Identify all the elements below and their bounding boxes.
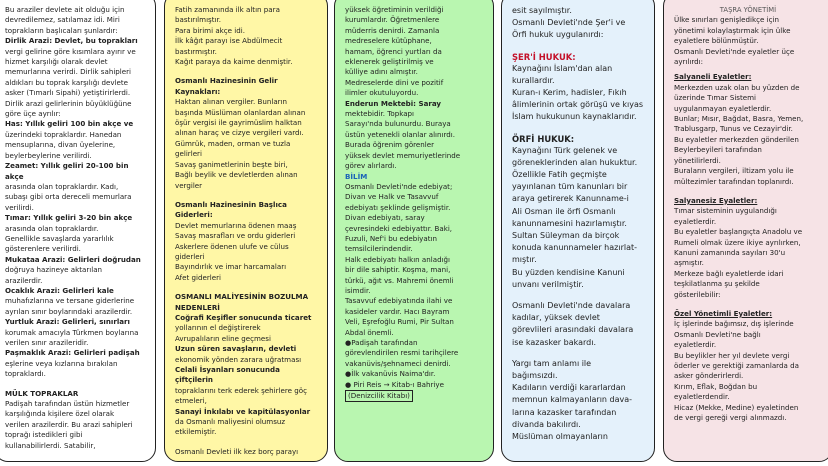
text-line: İslam hukukunun kaynaklarıdır. (512, 112, 637, 122)
text-line: Enderun Mektebi: Saray (345, 98, 442, 108)
text-line: Savaş ganimetlerinin beşte biri, (175, 159, 288, 169)
panel-egitim-bilim (334, 0, 494, 462)
text-line: Bu araziler devlete ait olduğu için (5, 5, 125, 14)
text-line: giderleri (175, 251, 205, 261)
text-line: verilen sınır arazileridir. (5, 338, 89, 347)
text-line: ise kazasker bakardı. (512, 337, 596, 347)
text-line: memnun kalmayanların dava- (512, 395, 633, 405)
text-line: topraklarını terk ederek şehirlere göç (175, 385, 307, 395)
text-line: Bayındırlık ve imar harcamaları (175, 262, 287, 272)
text-line: vergiler (175, 180, 203, 190)
text-line: Coğrafi Keşifler sonucunda ticaret (175, 312, 312, 322)
text-line: Trablusgarp, Tunus ve Cezayir'dir. (674, 124, 793, 134)
text-line: kanunnamesini hazırlamıştır. (512, 218, 627, 228)
text-line: isimdir. (345, 285, 371, 295)
text-line: müderris denirdi. Zamanla (345, 25, 440, 35)
text-line: mültezimler tarafından toplanırdı. (674, 176, 794, 186)
text-line: Devlet memurlarına ödenen maaş (175, 220, 297, 230)
text-line: edebiyatı şeklinde gelişmiştir. (345, 202, 451, 212)
text-line: Burada öğrenim görenler (345, 140, 435, 150)
heading-seri-hukuk: ŞER'İ HUKUK: (512, 51, 576, 62)
text-line: Bu eyaletler başlangıçta Anadolu ve (674, 227, 803, 237)
heading-orfi-hukuk: ÖRFİ HUKUK: (512, 133, 575, 144)
text-line: Merkeze bağlı eyaletlerde idari (674, 268, 784, 278)
text-line: alınan haraç ve cizye vergileri vardı. (175, 128, 304, 138)
text-line: yönetimi kolaylaştırmak için ülke (674, 25, 791, 35)
text-line: Kadıların verdiği kararlardan (512, 383, 626, 393)
text-line: türkü, ağıt vs. Mahremi önemli (345, 275, 454, 285)
text-line: Sarayı'nda bulunurdu. Buraya (345, 119, 451, 129)
text-line: Tımar: Yıllık geliri 3-20 bin akçe (5, 213, 133, 223)
bottom-line: Osmanlı Devleti ilk kez borç parayı (175, 446, 299, 456)
text-line: aşmıştır. (674, 258, 704, 268)
text-line: Tasavvuf edebiyatında ilahi ve (345, 296, 453, 306)
text-line: ekonomik yönden zarara uğratması (175, 354, 302, 364)
text-line: asker (Tımarlı Sipahi) yetiştirirlerdi. (5, 88, 131, 98)
text-line: Örfi hukuk uygulanırdı: (512, 30, 604, 40)
text-line: üstün yetenekli olanlar alınırdı. (345, 129, 456, 139)
text-line: Kırım, Eflak, Boğdan bu (674, 381, 758, 391)
text-line: mektebidir. Topkapı (345, 109, 415, 119)
text-line: Beylerbeyileri tarafından (674, 145, 762, 155)
text-line: Zeamet: Yıllık geliri 20-100 bin akçe (5, 161, 129, 181)
text-line: Genellikle savaşlarda yararlılık (5, 233, 114, 243)
text-line: kadılar, yüksek devlet (512, 313, 600, 323)
text-line: gösterenlere verilirdi. (5, 244, 81, 254)
text-line: toprağı istedikleri gibi (5, 430, 83, 440)
heading-salyaneli: Salyaneli Eyaletler: (674, 72, 752, 82)
text-line: ayrılırdı: (674, 57, 704, 67)
heading-bozulma: OSMANLI MALİYESİNİN BOZULMA NEDENLERİ (175, 292, 309, 312)
text-line: Bunlar; Mısır, Bağdat, Basra, Yemen, (674, 114, 804, 124)
heading-ozel: Özel Yönetimli Eyaletler: (674, 308, 773, 318)
text-line: Rumeli olmak üzere ikiye ayrılırken, (674, 237, 801, 247)
text-line: eyaletlere bölünmüştür. (674, 36, 759, 46)
text-line: mıştır. (512, 255, 537, 265)
text-line: âlimlerinin ortak görüşü ve kıyas (512, 100, 644, 110)
text-line: Abdal önemli. (345, 327, 394, 337)
text-line: hamam, öğrenci yurtları da (345, 46, 442, 56)
text-line: üzerinde Tımar Sistemi (674, 93, 757, 103)
text-line: Buraların vergileri, iltizam yolu ile (674, 166, 794, 176)
text-line: Haktan alınan vergiler. Bunların (175, 97, 288, 107)
text-line: teşkilatlanma şu şekilde (674, 279, 760, 289)
text-line: Bu yüzden kendisine Kanuni (512, 267, 625, 277)
text-line: divanda bakılırdı. (512, 419, 581, 429)
text-line: görevlendirilen resmi tarihçilere (345, 348, 459, 358)
text-line: devredilemez, satılamaz idi. Miri (5, 15, 120, 25)
text-line: Paşmaklık Arazi: Gelirleri padişah (5, 348, 140, 358)
text-line: etmeleri, (175, 396, 207, 406)
text-line: korumak amacıyla Türkmen boylarına (5, 327, 139, 337)
text-line: Kağıt paraya da kaime denmiştir. (175, 57, 293, 67)
text-line: Medreselerde dini ve pozitif (345, 77, 444, 87)
text-line: konuda kanunnameler hazırlat- (512, 243, 638, 253)
text-line: mensuplarına, divan üyelerine, (5, 140, 116, 150)
text-line: eyaletlerdir. (674, 216, 717, 226)
text-line: gösterilebilir: (674, 289, 721, 299)
text-line: Osmanlı Devleti'ne bağlı (674, 329, 761, 339)
text-line: toprakların başlıcaları şunlardır: (5, 25, 118, 35)
text-line: eklenerek geliştirilmiş ve (345, 57, 434, 67)
text-line: verilen arazilerdir. Bu arazi sahipleri (5, 419, 133, 429)
text-line: yayınlanan tüm kanunları bir (512, 182, 628, 192)
reference-box: (Denizcilik Kitabı) (345, 390, 413, 402)
text-line: ● Piri Reis → Kitab-ı Bahriye (345, 379, 444, 389)
text-line: Askerlere ödenen ulufe ve cülus (175, 241, 289, 251)
text-line: muhafızlarına ve tersane giderlerine (5, 296, 135, 306)
text-line: Bağlı beylik ve devletlerden alınan (175, 170, 298, 180)
text-line: Dirlik arazi gelirlerinin büyüklüğüne (5, 98, 132, 108)
text-line: larına kazasker tarafından (512, 407, 617, 417)
text-line: Kaynağını İslam'dan alan (512, 63, 613, 73)
text-line: öderler ve gerektiği zamanlarda da (674, 361, 799, 370)
text-line: Özellikle Fatih geçmişte (512, 170, 607, 180)
text-line: Uzun süren savaşların, devleti (175, 344, 297, 354)
text-line: Has: Yıllık geliri 100 bin akçe ve (5, 119, 134, 129)
text-line: Müslüman olmayanların (512, 432, 608, 442)
text-line: Fatih zamanında ilk altın para (175, 5, 280, 14)
text-line: beylerbeylerine verilirdi. (5, 150, 92, 160)
text-line: Dirlik Arazi: Devlet, bu toprakları (5, 36, 138, 46)
text-line: subaşı gibi orta dereceli memurlara (5, 192, 132, 202)
text-line: Celali İsyanları sonucunda çiftçilerin (175, 365, 280, 385)
text-line: arasında olan topraklardır. Kadı, (5, 181, 119, 191)
text-line: Sanayi İnkılabı ve kapitülasyonlar (175, 406, 311, 416)
text-line: görev alırlardı. (345, 161, 397, 171)
text-line: ilimler okutuluyordu. (345, 88, 419, 98)
text-line: üzerindeki topraklardır. Hanedan (5, 129, 122, 139)
text-line: Osmanlı Devleti'nde Şer'i ve (512, 18, 626, 28)
text-line: araya getirerek Kanunname-i (512, 194, 629, 204)
text-line: külliye adını almıştır. (345, 67, 418, 77)
text-line: bağımsızdı. (512, 371, 558, 381)
text-line: Kanuni zamanında sayıları 30'u (674, 247, 786, 257)
text-line: asker gönderirlerdi. (674, 371, 744, 381)
text-line: Fuzuli, Nef'i bu edebiyatın (345, 233, 437, 243)
text-line: bastırmıştır. (175, 46, 217, 56)
text-line: İlk kâğıt parayı ise Abdülmecit (175, 36, 283, 46)
text-line: doğruya hazineye aktarılan (5, 265, 103, 275)
text-line: uygulanmayan eyaletlerdir. (674, 103, 772, 113)
text-line: vakanüvis/şehnameci denirdi. (345, 358, 451, 368)
text-line: Osmanlı Devleti'nde eyaletler üçe (674, 46, 795, 56)
text-line: göreneklerinden alan hukuktur. (512, 157, 638, 167)
text-line: Yurtluk Arazi: Gelirleri, sınırları (5, 317, 130, 327)
text-line: unvanı verilmiştir. (512, 279, 584, 289)
text-line: bastırılmıştır. (175, 15, 222, 25)
text-line: Osmanlı Devleti'nde edebiyat; (345, 181, 453, 191)
text-line: aldıkları bu toprak karşılığı devlete (5, 77, 128, 87)
heading-gider: Osmanlı Hazinesinin Başlıca Giderleri: (175, 199, 287, 220)
text-line: kurumlardır. Öğretmenlere (345, 15, 440, 25)
heading-bilim: BİLİM (345, 171, 368, 181)
text-line: hizmet karşılığı olarak devlet (5, 57, 108, 67)
text-line: eyaletlerdendir. (674, 392, 730, 402)
text-line: Savaş masrafları ve ordu giderleri (175, 231, 296, 241)
text-line: memurlarına verirdi. Dirlik sahipleri (5, 67, 132, 77)
text-line: öşür vergisi ile gayrimüslim halktan (175, 118, 302, 128)
text-line: Avrupalıların eline geçmesi (175, 333, 271, 343)
text-line: Yargı tam anlamı ile (512, 358, 592, 368)
text-line: Ocaklık Arazi: Gelirleri kale (5, 285, 114, 295)
text-line: çevresindeki edebiyattır. Baki, (345, 223, 453, 233)
text-line: arazilerdir. (5, 275, 43, 285)
text-line: yüksek devlet memuriyetlerinde (345, 150, 461, 160)
text-line: esit sayılmıştır. (512, 6, 572, 15)
text-line: kullanabilirlerdi. Satabilir, (5, 440, 96, 450)
text-line: Halk edebiyatı halkın anladığı (345, 254, 451, 264)
heading-gelir: Osmanlı Hazinesinin Gelir Kaynakları: (175, 76, 278, 96)
text-line: de vergi gereği vergi alınmazdı. (674, 413, 787, 423)
text-line: Hicaz (Mekke, Medine) eyaletinden (674, 402, 799, 412)
text-line: eyaletlerdir. (674, 340, 717, 350)
text-line: Osmanlı Devleti'nde davalara (512, 301, 631, 311)
panel-hukuk (501, 0, 655, 462)
text-line: temsilcilerindendir. (345, 244, 413, 254)
text-line: Gümrük, maden, orman ve tuzla (175, 138, 291, 148)
text-line: da Osmanlı maliyesini olumsuz (175, 417, 286, 427)
text-line: Merkezden uzak olan bu yüzden de (674, 82, 800, 92)
panel-tasra-yonetimi (663, 0, 828, 462)
text-line: ●İlk vakanüvis Naima'dır. (345, 369, 436, 379)
text-line: Padişah tarafından üstün hizmetler (5, 399, 130, 409)
text-line: verilirdi. (5, 202, 34, 212)
text-line: ayrılan sınır boylarındaki arazilerdir. (5, 306, 133, 316)
text-line: Para birimi akçe idi. (175, 25, 245, 35)
text-line: kurallardır. (512, 75, 555, 85)
text-line: İç işlerinde bağımsız, dış işlerinde (674, 319, 794, 329)
text-line: yollarının el değiştirerek (175, 323, 261, 333)
text-line: bir dile sahiptir. Koşma, mani, (345, 265, 451, 275)
text-line: yönetilirlerdi. (674, 155, 721, 165)
text-line: Ali Osman ile örfi Osmanlı (512, 206, 616, 216)
text-line: etkilemiştir. (175, 427, 217, 437)
text-line: Divan edebiyatı, saray (345, 213, 425, 223)
text-line: Sultan Süleyman da birçok (512, 231, 620, 241)
text-line: gelirleri (175, 149, 202, 159)
heading-tasra: TAŞRA YÖNETİMİ (719, 6, 777, 14)
panel-maliye (164, 0, 328, 462)
text-line: görevlileri arasındaki davalara (512, 325, 634, 335)
text-line: Kaynağını Türk gelenek ve (512, 145, 618, 155)
heading-mulk: MÜLK TOPRAKLAR (5, 388, 79, 398)
text-line: eşlerine veya kızlarına bırakılan (5, 358, 118, 368)
text-line: Kuran-ı Kerim, hadisler, Fıkıh (512, 88, 627, 98)
text-line: Divan ve Halk ve Tasavvuf (345, 192, 439, 202)
panel-miri-topraklar (0, 0, 156, 462)
text-line: karşılığında kişilere özel olarak (5, 409, 115, 419)
text-line: Ülke sınırları genişledikçe için (674, 15, 779, 25)
text-line: Mukataa Arazi: Gelirleri doğrudan (5, 254, 141, 264)
text-line: arasında olan topraklardır. (5, 223, 99, 233)
text-line: Bu eyaletler merkezden gönderilen (674, 134, 799, 144)
text-line: kasideler vardır. Hacı Bayram (345, 306, 450, 316)
text-line: göre üçe ayrılır: (5, 109, 61, 119)
text-line: Afet giderleri (175, 272, 221, 282)
heading-salyanesiz: Salyanesiz Eyaletler: (674, 195, 758, 205)
text-line: ●Padişah tarafından (345, 338, 418, 347)
text-line: başında Müslüman olanlardan alınan (175, 107, 306, 117)
text-line: Tımar sisteminin uygulandığı (674, 206, 777, 216)
text-line: yüksek öğretiminin verildiği (345, 5, 444, 14)
text-line: topraklardı. (5, 369, 46, 379)
text-line: medreselere kütüphane, (345, 36, 432, 46)
text-line: vergi gelirine göre kısımlara ayırır ve (5, 46, 136, 56)
text-line: Veli, Eşrefoğlu Rumi, Pir Sultan (345, 317, 454, 327)
text-line: Bu beylikler her yıl devlete vergi (674, 350, 790, 360)
